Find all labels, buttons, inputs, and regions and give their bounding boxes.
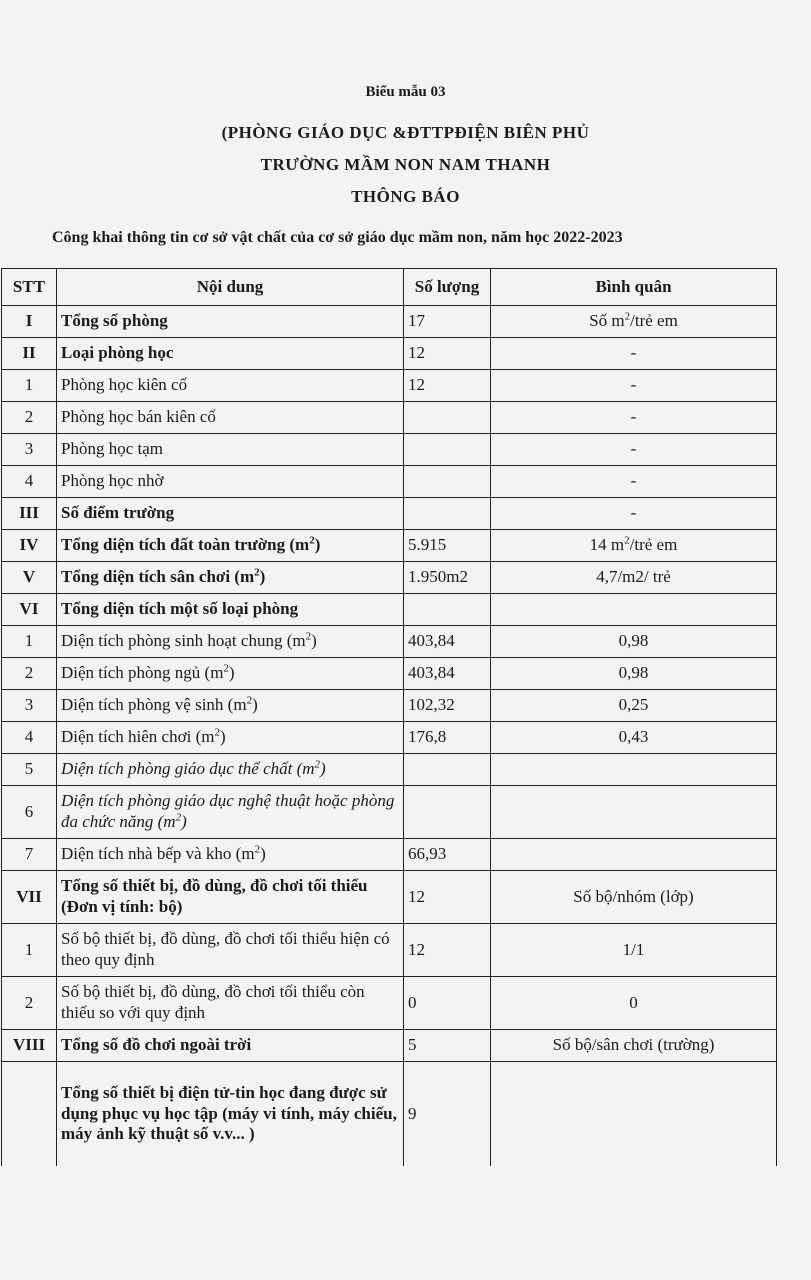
table-header-row [2,269,777,306]
row-stt [2,1062,57,1167]
table-row [2,498,777,530]
row-quantity: 176,8 [404,722,491,754]
notice-title: THÔNG BÁO [351,187,460,206]
row-quantity: 9 [404,1062,491,1167]
row-content: Phòng học tạm [57,434,404,466]
table-row [2,562,777,594]
row-quantity: 403,84 [404,626,491,658]
row-average: Số bộ/sân chơi (trường) [491,1030,777,1062]
row-average: - [491,370,777,402]
row-content: Phòng học bán kiên cố [57,402,404,434]
table-row [2,839,777,871]
row-quantity: 12 [404,338,491,370]
table-row [2,871,777,924]
row-average: 0 [491,977,777,1030]
row-content: Tổng số thiết bị, đồ dùng, đồ chơi tối thiểu (Đơn vị tính: bộ) [57,871,404,924]
row-quantity [404,466,491,498]
table-row [2,338,777,370]
row-stt: III [2,498,57,530]
row-average [491,786,777,839]
row-average: 1/1 [491,924,777,977]
row-quantity: 5.915 [404,530,491,562]
row-quantity: 403,84 [404,658,491,690]
row-stt: 1 [2,924,57,977]
row-average: Số bộ/nhóm (lớp) [491,871,777,924]
row-stt: 2 [2,977,57,1030]
row-average: Số $m^2$/trẻ em [491,306,777,338]
row-stt: 2 [2,658,57,690]
row-stt: 4 [2,466,57,498]
row-quantity: 17 [404,306,491,338]
row-quantity: 12 [404,871,491,924]
row-stt: 1 [2,370,57,402]
row-average: 0,98 [491,626,777,658]
row-content: Tổng số đồ chơi ngoài trời [57,1030,404,1062]
row-content: Phòng học nhờ [57,466,404,498]
row-content: Phòng học kiên cố [57,370,404,402]
row-average: - [491,402,777,434]
row-quantity: 12 [404,924,491,977]
row-stt: V [2,562,57,594]
row-content: Diện tích phòng giáo dục thể chất $(m^2)$ [57,754,404,786]
row-quantity: 12 [404,370,491,402]
column-header-stt: STT [2,269,57,306]
row-average: 0,25 [491,690,777,722]
row-average: 14 $m^2$/trẻ em [491,530,777,562]
row-average [491,594,777,626]
row-content: Tổng diện tích đất toàn trường $(m^2)$ [57,530,404,562]
table-row [2,977,777,1030]
department-name: (PHÒNG GIÁO DỤC &ĐTTPĐIỆN BIÊN PHỦ [221,123,590,142]
notice-subtitle: Công khai thông tin cơ sở vật chất của cơ sở giáo dục mầm non, năm học 2022-2023 [52,229,623,246]
row-stt: VIII [2,1030,57,1062]
row-content: Diện tích phòng giáo dục nghệ thuật hoặc phòng đa chức năng $(m^2)$ [57,786,404,839]
row-stt: I [2,306,57,338]
row-average: - [491,434,777,466]
row-stt: 3 [2,690,57,722]
row-stt: 5 [2,754,57,786]
row-content: Diện tích nhà bếp và kho $(m^2)$ [57,839,404,871]
row-stt: II [2,338,57,370]
row-stt: IV [2,530,57,562]
row-stt: 1 [2,626,57,658]
table-row [2,306,777,338]
row-quantity [404,402,491,434]
facilities-table [1,268,777,1166]
column-header-quantity: Số lượng [404,269,491,306]
table-row [2,1030,777,1062]
row-quantity [404,754,491,786]
row-quantity: 102,32 [404,690,491,722]
table-row [2,594,777,626]
row-content: Số bộ thiết bị, đồ dùng, đồ chơi tối thiểu còn thiếu so với quy định [57,977,404,1030]
row-content: Tổng diện tích một số loại phòng [57,594,404,626]
row-content: Diện tích phòng vệ $\sinh (m^2)$ [57,690,404,722]
row-content: Diện tích hiên chơi $(m^2)$ [57,722,404,754]
row-stt: 2 [2,402,57,434]
row-stt: 7 [2,839,57,871]
row-content: Số điểm trường [57,498,404,530]
table-row [2,754,777,786]
row-content: Tổng số phòng [57,306,404,338]
table-row [2,370,777,402]
row-quantity: 0 [404,977,491,1030]
row-average [491,839,777,871]
table-row [2,722,777,754]
row-average: - [491,338,777,370]
row-content: Diện tích phòng ngủ $(m^2)$ [57,658,404,690]
row-stt: VII [2,871,57,924]
row-stt: 6 [2,786,57,839]
school-name: TRƯỜNG MẦM NON NAM THANH [260,155,551,174]
table-row [2,690,777,722]
row-content: Diện tích phòng sinh hoạt chung $(m^2)$ [57,626,404,658]
row-average: 0,98 [491,658,777,690]
row-stt: 4 [2,722,57,754]
row-stt: 3 [2,434,57,466]
row-average: 4,7/m2/ trẻ [491,562,777,594]
row-average [491,754,777,786]
column-header-average: Bình quân [491,269,777,306]
table-row [2,658,777,690]
row-average: - [491,466,777,498]
row-average: - [491,498,777,530]
row-content: Loại phòng học [57,338,404,370]
table-row [2,402,777,434]
row-quantity: 66,93 [404,839,491,871]
row-content: Tổng diện tích sân chơi $(m^2)$ [57,562,404,594]
row-quantity: 5 [404,1030,491,1062]
row-content: Số bộ thiết bị, đồ dùng, đồ chơi tối thiểu hiện có theo quy định [57,924,404,977]
table-row [2,626,777,658]
row-stt: VI [2,594,57,626]
row-quantity: 1.950m2 [404,562,491,594]
row-quantity [404,498,491,530]
table-row [2,1062,777,1167]
table-row [2,924,777,977]
row-average: 0,43 [491,722,777,754]
row-content: Tổng số thiết bị điện tử-tin học đang được sử dụng phục vụ học tập (máy vi tính, máy chiếu, máy ảnh kỹ thuật số v.v... ) [57,1062,404,1167]
row-quantity [404,594,491,626]
table-row [2,434,777,466]
column-header-content: Nội dung [57,269,404,306]
row-average [491,1062,777,1167]
row-quantity [404,786,491,839]
table-row [2,466,777,498]
row-quantity [404,434,491,466]
form-number: Biểu mẫu 03 [365,84,446,100]
table-row [2,786,777,839]
table-row [2,530,777,562]
